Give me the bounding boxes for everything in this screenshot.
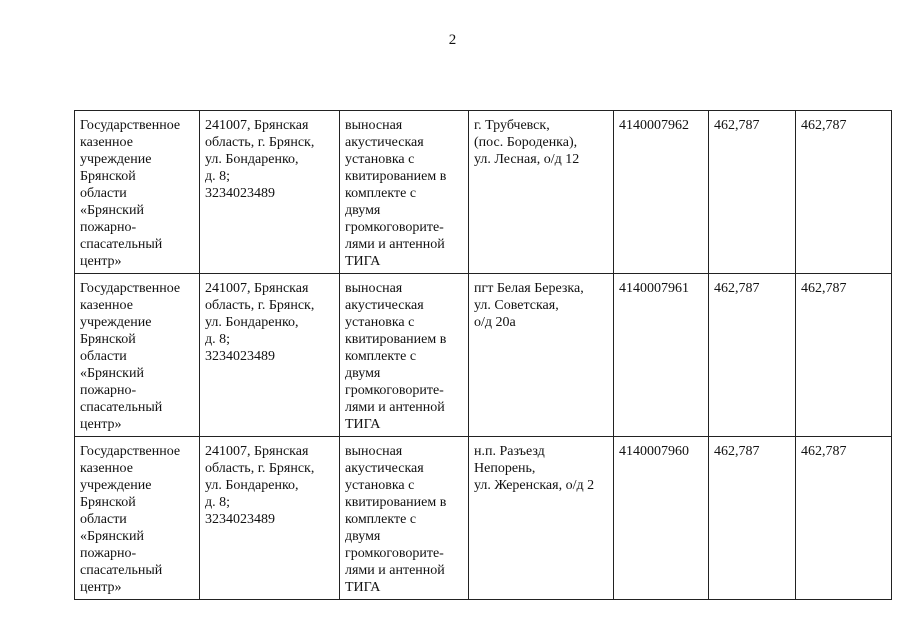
value2-text: 462,787 [801, 444, 847, 459]
equipment-cell [340, 274, 469, 437]
value1-text: 462,787 [714, 281, 760, 296]
equipment-cell [340, 111, 469, 274]
code-text: 4140007962 [619, 118, 689, 133]
equipment-text: выносная акустическая установка с квитированием в комплекте с двумя громкоговорите- лями и антенной ТИГА [345, 281, 447, 432]
location-cell [469, 274, 614, 437]
equipment-text: выносная акустическая установка с квитированием в комплекте с двумя громкоговорите- лями и антенной ТИГА [345, 118, 447, 269]
code-cell [614, 111, 709, 274]
address-cell [200, 274, 340, 437]
registry-table [74, 110, 892, 600]
organization-text: Государственное казенное учреждение Брянской области «Брянский пожарно- спасательный центр» [80, 281, 181, 432]
value2-cell [796, 111, 892, 274]
address-text: 241007, Брянская область, г. Брянск, ул. Бондаренко, д. 8; 3234023489 [205, 444, 315, 527]
table-row [75, 274, 892, 437]
equipment-text: выносная акустическая установка с квитированием в комплекте с двумя громкоговорите- лями и антенной ТИГА [345, 444, 447, 595]
value2-text: 462,787 [801, 281, 847, 296]
location-text: г. Трубчевск, (пос. Бороденка), ул. Лесная, о/д 12 [474, 118, 580, 167]
location-text: пгт Белая Березка, ул. Советская, о/д 20а [474, 281, 584, 330]
code-cell [614, 437, 709, 600]
value2-cell [796, 437, 892, 600]
value1-cell [709, 111, 796, 274]
organization-text: Государственное казенное учреждение Брянской области «Брянский пожарно- спасательный центр» [80, 444, 181, 595]
address-text: 241007, Брянская область, г. Брянск, ул. Бондаренко, д. 8; 3234023489 [205, 281, 315, 364]
value2-cell [796, 274, 892, 437]
address-text: 241007, Брянская область, г. Брянск, ул. Бондаренко, д. 8; 3234023489 [205, 118, 315, 201]
value1-cell [709, 437, 796, 600]
organization-cell [75, 437, 200, 600]
organization-cell [75, 274, 200, 437]
table-row [75, 437, 892, 600]
page-number: 2 [448, 32, 457, 48]
value2-text: 462,787 [801, 118, 847, 133]
code-text: 4140007960 [619, 444, 689, 459]
location-text: н.п. Разъезд Непорень, ул. Жеренская, о/д 2 [474, 444, 595, 493]
address-cell [200, 437, 340, 600]
code-text: 4140007961 [619, 281, 689, 296]
organization-text: Государственное казенное учреждение Брянской области «Брянский пожарно- спасательный центр» [80, 118, 181, 269]
value1-text: 462,787 [714, 444, 760, 459]
location-cell [469, 437, 614, 600]
code-cell [614, 274, 709, 437]
value1-text: 462,787 [714, 118, 760, 133]
organization-cell [75, 111, 200, 274]
address-cell [200, 111, 340, 274]
location-cell [469, 111, 614, 274]
equipment-cell [340, 437, 469, 600]
table-row [75, 111, 892, 274]
value1-cell [709, 274, 796, 437]
